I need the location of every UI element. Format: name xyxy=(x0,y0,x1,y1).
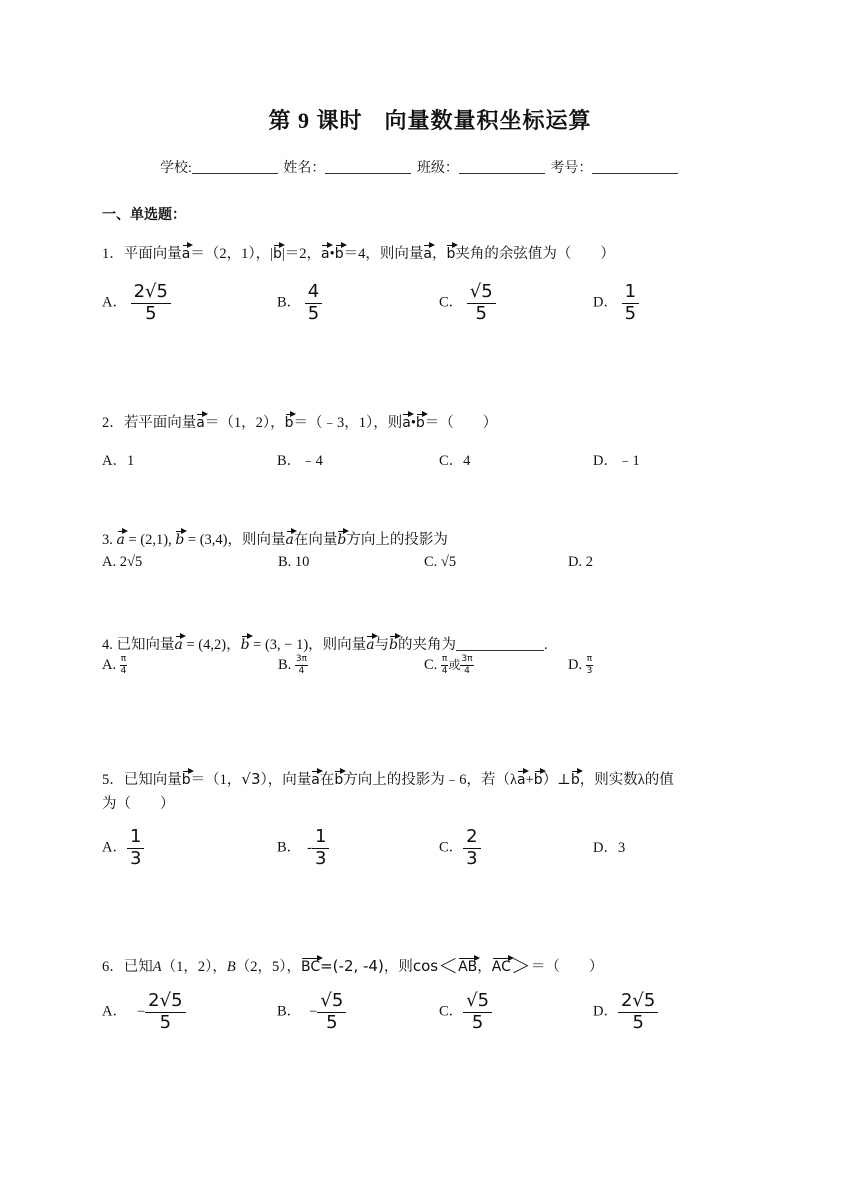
denominator: 3 xyxy=(129,847,142,869)
q3-text: ，则向量 xyxy=(227,532,286,548)
minus-sign: - xyxy=(307,839,313,856)
numerator: π xyxy=(586,654,593,664)
q1-text: ＝4，则向量 xyxy=(343,246,424,262)
q2-option-c[interactable]: C．4 xyxy=(439,453,471,469)
numerator: 3π xyxy=(295,654,308,664)
q4-text: 与 xyxy=(374,637,390,653)
vector-bc-value: =(-2, -4) xyxy=(320,957,384,975)
vector-b: b xyxy=(446,242,455,262)
vector-b: b xyxy=(416,411,425,431)
lesson-number: 第 9 课时 xyxy=(268,108,363,133)
q5-option-d[interactable]: D．3 xyxy=(593,840,626,856)
q1-text: ＝（2，1），| xyxy=(190,246,273,262)
q6-option-d[interactable] xyxy=(593,992,658,1033)
vector-a: a xyxy=(423,242,432,262)
denominator: 5 xyxy=(624,302,637,324)
q1-option-c[interactable] xyxy=(439,283,496,324)
fraction xyxy=(467,283,496,324)
minus-sign: − xyxy=(136,1003,146,1020)
student-info-row xyxy=(160,157,680,177)
q1-text: 夹角的余弦值为（ ） xyxy=(455,246,615,262)
option-label: B. xyxy=(278,657,295,674)
q1-text: ， xyxy=(431,246,447,262)
vector-b: b xyxy=(285,411,294,431)
q5-option-b[interactable] xyxy=(277,828,329,869)
fraction xyxy=(463,992,492,1033)
q4-option-c[interactable] xyxy=(424,655,474,677)
denominator: 5 xyxy=(632,1011,644,1033)
q2-option-a[interactable]: A．1 xyxy=(102,453,135,469)
numerator: √5 xyxy=(467,283,496,304)
q5-text: ），向量 xyxy=(260,772,312,788)
denominator: 5 xyxy=(307,302,320,324)
vector-ac: AC xyxy=(492,955,511,975)
option-label: A. xyxy=(102,554,120,570)
fraction xyxy=(312,828,329,869)
q5-text: 方向上的投影为﹣6，若（λ xyxy=(343,772,518,788)
denominator: 5 xyxy=(145,302,157,324)
q2-option-b[interactable]: B．﹣4 xyxy=(277,453,323,469)
option-label: B． xyxy=(277,839,302,856)
school-label: 学校: xyxy=(160,161,192,176)
q4-text: . xyxy=(544,637,548,653)
q3-option-d[interactable]: D. 2 xyxy=(568,554,593,570)
vector-a: a xyxy=(117,528,125,548)
fraction xyxy=(145,992,185,1033)
class-label: 班级： xyxy=(416,161,459,176)
denominator: 4 xyxy=(441,665,448,676)
q6-option-b[interactable] xyxy=(277,992,346,1033)
q6-text: ＝（ ） xyxy=(530,959,604,975)
q4-option-a[interactable] xyxy=(102,655,127,677)
numerator: 1 xyxy=(127,828,144,849)
numerator: 1 xyxy=(622,283,639,304)
vector-a: a xyxy=(366,633,374,653)
denominator: 3 xyxy=(315,847,327,869)
numerator: 1 xyxy=(312,828,329,849)
fraction xyxy=(460,655,473,677)
question-2 xyxy=(102,411,497,432)
vector-a: a xyxy=(286,528,294,548)
vector-a: a xyxy=(311,768,320,788)
fraction xyxy=(317,992,346,1033)
q4-option-b[interactable] xyxy=(278,655,308,677)
question-3 xyxy=(102,528,448,549)
vector-b: b xyxy=(175,528,184,548)
fraction xyxy=(586,655,593,677)
numerator: π xyxy=(441,654,448,664)
left-angle: ＜ xyxy=(438,956,459,978)
fraction xyxy=(295,655,308,677)
option-label: D． xyxy=(593,294,618,311)
vector-a: a xyxy=(517,768,526,788)
denominator: 4 xyxy=(120,665,127,676)
option-label: A. xyxy=(102,657,120,674)
q3-number: 3. xyxy=(102,532,117,548)
q6-text: ，则 xyxy=(383,959,413,975)
vector-a: a xyxy=(321,242,330,262)
q3-text: 在向量 xyxy=(293,532,338,548)
exam-number-blank[interactable] xyxy=(592,159,678,174)
option-label: C． xyxy=(439,839,464,856)
denominator: 5 xyxy=(475,302,487,324)
option-label: A． xyxy=(102,294,127,311)
option-label: B． xyxy=(277,1003,302,1020)
q3-option-b[interactable]: B. 10 xyxy=(278,554,310,570)
page-title xyxy=(0,104,860,135)
vector-a: a xyxy=(175,633,183,653)
q4-number: 4. xyxy=(102,637,117,653)
vector-b: b xyxy=(334,768,343,788)
q2-text: ＝（ ） xyxy=(424,415,498,431)
vector-ab: AB xyxy=(458,955,477,975)
numerator: 2 xyxy=(463,828,480,849)
name-blank[interactable] xyxy=(325,159,411,174)
denominator: 5 xyxy=(326,1011,338,1033)
denominator: 3 xyxy=(586,665,593,676)
q6-text: ， xyxy=(477,959,492,975)
question-1 xyxy=(102,242,615,263)
vector-b: b xyxy=(571,768,580,788)
q6-text: （2，5）， xyxy=(235,959,301,975)
q1-option-b[interactable] xyxy=(277,283,322,324)
question-5-line-2: 为（ ） xyxy=(102,796,175,812)
denominator: 3 xyxy=(466,847,478,869)
q5-option-c[interactable] xyxy=(439,828,481,869)
q3-text: = (2,1), xyxy=(124,532,176,548)
q4-text: = (3, − 1)，则向量 xyxy=(249,637,367,653)
lesson-topic: 向量数量积坐标运算 xyxy=(384,108,592,133)
vector-a: a xyxy=(196,411,205,431)
numerator: 2√5 xyxy=(145,992,185,1013)
q5-text: 5．已知向量 xyxy=(102,772,182,788)
denominator: 4 xyxy=(298,665,305,676)
q6-text: 6．已知 xyxy=(102,959,153,975)
question-5 xyxy=(102,768,674,789)
point-b: B xyxy=(226,959,236,975)
option-label: B． xyxy=(277,294,302,311)
q3-option-a[interactable] xyxy=(102,554,142,571)
vector-b: b xyxy=(534,768,543,788)
numerator: √5 xyxy=(463,992,492,1013)
q4-text: 的夹角为 xyxy=(398,637,457,653)
q5-text: + xyxy=(525,772,534,788)
q4-text: 已知向量 xyxy=(116,637,175,653)
q2-text: ＝（1，2）， xyxy=(204,415,285,431)
denominator: 5 xyxy=(471,1011,484,1033)
vector-b: b xyxy=(182,768,191,788)
q6-text: （1，2）， xyxy=(161,959,227,975)
class-blank[interactable] xyxy=(459,159,545,174)
option-label: A． xyxy=(102,1003,127,1020)
cos-function: cos xyxy=(412,957,439,975)
numerator: 4 xyxy=(305,283,322,304)
minus-sign: − xyxy=(309,1003,318,1020)
q5-text: ）⊥ xyxy=(542,772,571,788)
fraction xyxy=(127,828,144,869)
vector-a: a xyxy=(402,411,411,431)
fraction xyxy=(120,655,127,677)
section-heading: 一、单选题： xyxy=(102,207,186,223)
numerator: √5 xyxy=(317,992,346,1013)
dot-symbol: • xyxy=(410,415,416,431)
q2-option-d[interactable]: D．﹣1 xyxy=(593,453,640,469)
vector-b: b xyxy=(335,242,344,262)
q1-text: |＝2， xyxy=(281,246,322,262)
q5-option-a[interactable] xyxy=(102,828,144,869)
answer-blank[interactable] xyxy=(456,636,544,651)
q2-text: 2．若平面向量 xyxy=(102,415,197,431)
numerator: π xyxy=(120,654,127,664)
q1-text: 1．平面向量 xyxy=(102,246,182,262)
q4-option-d[interactable] xyxy=(568,655,593,677)
sqrt-three: √3 xyxy=(241,770,261,788)
option-label: A． xyxy=(102,839,127,856)
point-a: A xyxy=(152,959,162,975)
denominator: 5 xyxy=(159,1011,172,1033)
q3-option-c[interactable] xyxy=(424,554,456,571)
fraction xyxy=(463,828,480,869)
fraction xyxy=(305,283,322,324)
q5-text: ，则实数λ的值 xyxy=(579,772,674,788)
q3-text: 方向上的投影为 xyxy=(346,532,448,548)
numerator: 2√5 xyxy=(618,992,658,1013)
option-label: D． xyxy=(593,1003,618,1020)
option-label: C． xyxy=(439,1003,464,1020)
name-label: 姓名： xyxy=(283,161,326,176)
fraction xyxy=(622,283,639,324)
q4-text: = (4,2)， xyxy=(182,637,241,653)
dot-symbol: • xyxy=(329,246,335,262)
question-4 xyxy=(102,633,548,654)
denominator: 4 xyxy=(464,665,470,676)
option-label: C. xyxy=(424,554,441,570)
option-label: C. xyxy=(424,657,441,674)
school-blank[interactable] xyxy=(192,159,278,174)
option-label: D. xyxy=(568,657,586,674)
vector-b: b xyxy=(389,633,398,653)
vector-a: a xyxy=(182,242,191,262)
q5-text: ＝（1， xyxy=(190,772,242,788)
exam-number-label: 考号： xyxy=(550,161,593,176)
option-value: 2√5 xyxy=(119,554,143,570)
q5-text: 在 xyxy=(319,772,335,788)
option-label: C． xyxy=(439,294,464,311)
option-value: √5 xyxy=(440,554,457,570)
vector-b: b xyxy=(337,528,346,548)
vector-b: b xyxy=(241,633,250,653)
vector-bc: BC xyxy=(301,955,320,975)
fraction xyxy=(131,283,171,324)
numerator: 3π xyxy=(461,654,473,664)
q3-text: = (3,4) xyxy=(184,532,228,548)
fraction xyxy=(618,992,658,1033)
or-text: 或 xyxy=(448,658,461,673)
question-6 xyxy=(102,950,603,979)
q1-option-d[interactable] xyxy=(593,283,639,324)
q1-option-a[interactable] xyxy=(102,283,171,324)
q6-option-c[interactable] xyxy=(439,992,492,1033)
vector-b: b xyxy=(273,242,282,262)
right-angle: ＞ xyxy=(510,956,531,978)
q2-text: ＝（﹣3，1），则 xyxy=(293,415,403,431)
q6-option-a[interactable] xyxy=(102,992,186,1033)
numerator: 2√5 xyxy=(131,283,171,304)
